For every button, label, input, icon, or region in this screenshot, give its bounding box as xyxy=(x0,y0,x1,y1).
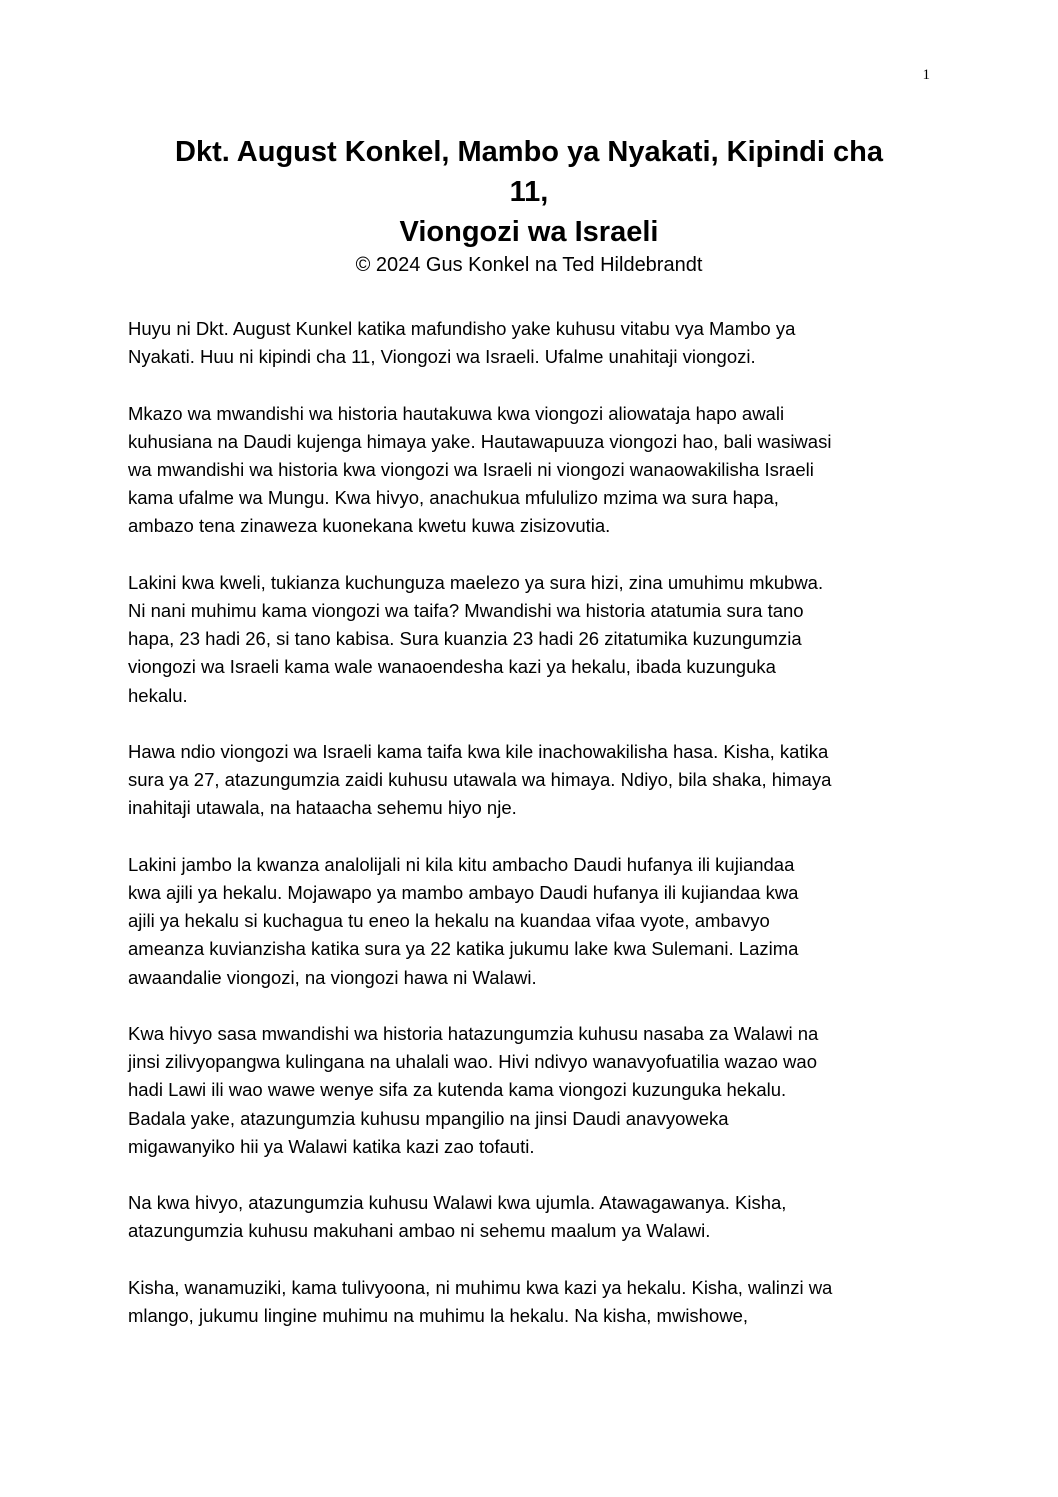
paragraph-line: Ni nani muhimu kama viongozi wa taifa? Mwandishi wa historia atatumia sura tano xyxy=(128,600,804,621)
paragraph-line: migawanyiko hii ya Walawi katika kazi zao tofauti. xyxy=(128,1135,535,1157)
paragraph-line: Lakini jambo la kwanza analolijali ni kila kitu ambacho Daudi hufanya ili kujiandaa xyxy=(128,853,795,875)
paragraph-line: ameanza kuvianzisha katika sura ya 22 katika jukumu lake kwa Sulemani. Lazima xyxy=(128,938,799,960)
paragraph-line: Badala yake, atazungumzia kuhusu mpangilio na jinsi Daudi anavyoweka xyxy=(128,1107,729,1129)
document-title-line-2: 11, xyxy=(509,176,549,208)
paragraph-line: Hawa ndio viongozi wa Israeli kama taifa kwa kile inachowakilisha hasa. Kisha, katika xyxy=(128,741,829,762)
paragraph-3 xyxy=(128,569,930,710)
document-body xyxy=(128,315,930,1358)
paragraph-line: hadi Lawi ili wao wawe wenye sifa za kutenda kama viongozi kuzunguka hekalu. xyxy=(128,1079,787,1101)
paragraph-line: Huyu ni Dkt. August Kunkel katika mafundisho yake kuhusu vitabu vya Mambo ya xyxy=(128,318,796,339)
paragraph-line: Mkazo wa mwandishi wa historia hautakuwa kwa viongozi aliowataja hapo awali xyxy=(128,402,785,424)
paragraph-7 xyxy=(128,1189,930,1245)
paragraph-2 xyxy=(128,400,930,541)
paragraph-line: kwa ajili ya hekalu. Mojawapo ya mambo ambayo Daudi hufanya ili kujiandaa kwa xyxy=(128,882,799,903)
paragraph-8 xyxy=(128,1274,930,1330)
page-number: 1 xyxy=(922,67,930,83)
paragraph-line: ajili ya hekalu si kuchagua tu eneo la hekalu na kuandaa vifaa vyote, ambavyo xyxy=(128,910,770,932)
paragraph-line: kuhusiana na Daudi kujenga himaya yake. Hautawapuuza viongozi hao, bali wasiwasi xyxy=(128,430,832,452)
paragraph-4 xyxy=(128,738,930,823)
paragraph-line: wa mwandishi wa historia kwa viongozi wa Israeli ni viongozi wanaowakilisha Israeli xyxy=(128,459,814,480)
paragraph-line: Na kwa hivyo, atazungumzia kuhusu Walawi kwa ujumla. Atawagawanya. Kisha, xyxy=(128,1192,787,1214)
copyright-notice: © 2024 Gus Konkel na Ted Hildebrandt xyxy=(355,254,703,276)
paragraph-line: ambazo tena zinaweza kuonekana kwetu kuwa zisizovutia. xyxy=(128,515,611,537)
paragraph-line: jinsi zilivyopangwa kulingana na uhalali wao. Hivi ndivyo wanavyofuatilia wazao wao xyxy=(128,1051,817,1073)
paragraph-6 xyxy=(128,1020,930,1161)
paragraph-line: atazungumzia kuhusu makuhani ambao ni sehemu maalum ya Walawi. xyxy=(128,1220,711,1242)
paragraph-1 xyxy=(128,315,930,371)
paragraph-line: inahitaji utawala, na hataacha sehemu hiyo nje. xyxy=(128,797,517,819)
paragraph-line: Kisha, wanamuziki, kama tulivyoona, ni muhimu kwa kazi ya hekalu. Kisha, walinzi wa xyxy=(128,1276,833,1298)
paragraph-line: awaandalie viongozi, na viongozi hawa ni Walawi. xyxy=(128,966,537,988)
paragraph-5 xyxy=(128,851,930,992)
document-subtitle: Viongozi wa Israeli xyxy=(399,216,659,248)
paragraph-line: Kwa hivyo sasa mwandishi wa historia hatazungumzia kuhusu nasaba za Walawi na xyxy=(128,1023,819,1044)
paragraph-line: viongozi wa Israeli kama wale wanaoendesha kazi ya hekalu, ibada kuzunguka xyxy=(128,656,776,678)
paragraph-line: Lakini kwa kweli, tukianza kuchunguza maelezo ya sura hizi, zina umuhimu mkubwa. xyxy=(128,571,824,593)
document-title-line-1: Dkt. August Konkel, Mambo ya Nyakati, Kipindi cha xyxy=(175,136,883,168)
paragraph-line: kama ufalme wa Mungu. Kwa hivyo, anachukua mfululizo mzima wa sura hapa, xyxy=(128,487,779,509)
document-header xyxy=(128,132,930,278)
paragraph-line: sura ya 27, atazungumzia zaidi kuhusu utawala wa himaya. Ndiyo, bila shaka, himaya xyxy=(128,769,832,791)
paragraph-line: hekalu. xyxy=(128,684,188,706)
paragraph-line: mlango, jukumu lingine muhimu na muhimu la hekalu. Na kisha, mwishowe, xyxy=(128,1305,749,1326)
paragraph-line: hapa, 23 hadi 26, si tano kabisa. Sura kuanzia 23 hadi 26 zitatumika kuzungumzia xyxy=(128,628,802,650)
paragraph-line: Nyakati. Huu ni kipindi cha 11, Viongozi wa Israeli. Ufalme unahitaji viongozi. xyxy=(128,346,756,368)
